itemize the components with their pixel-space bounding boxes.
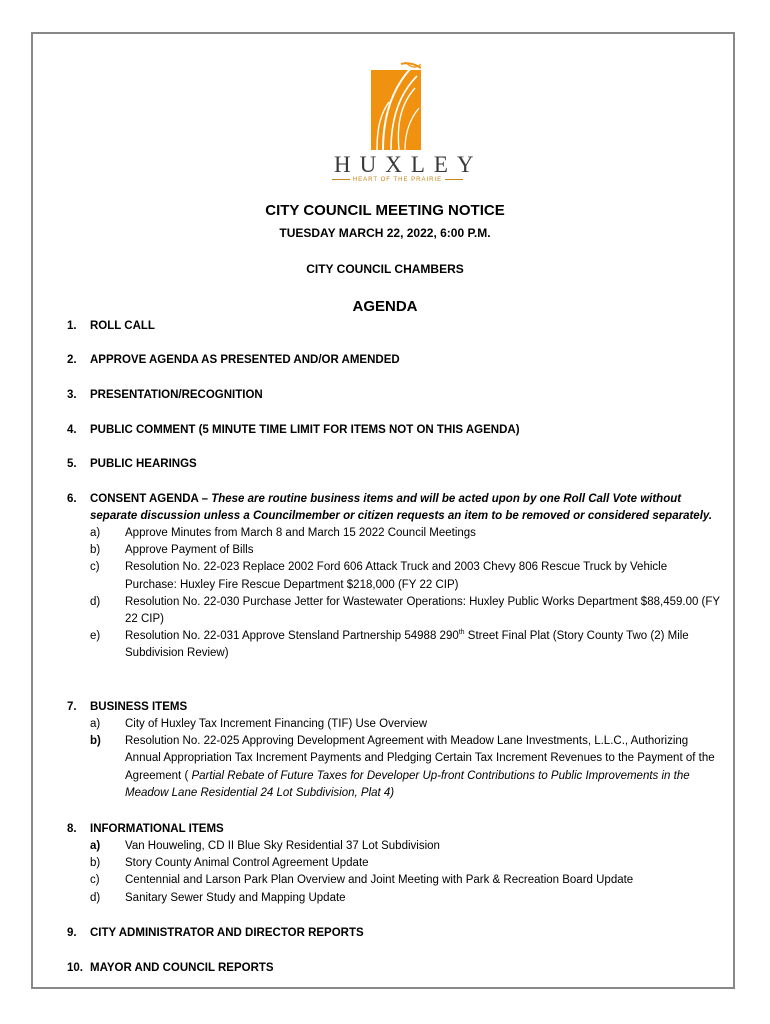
agenda-item-label: CITY ADMINISTRATOR AND DIRECTOR REPORTS <box>90 927 364 939</box>
agenda-item-label: BUSINESS ITEMS <box>90 701 188 713</box>
agenda-item-6: 6. CONSENT AGENDA – These are routine business items and will be acted upon by one Roll Call Vote without separate discussion unless a Councilmember or citizen requests an item to be removed or considered separately. a) Approve Minutes from March 8 and March 15 2022 Council Meetings b) Approve Payment of Bills c) Resolution No. 22-023 Replace 2002 Ford 606 Attack Truck and 2003 Chevy 806 Rescue Truck by Vehicle Purchase: Huxley Fire Rescue Department $218,000 (FY 22 CIP) d) Resolution No. 22-030 Purchase Jetter for Wastewater Operations: Huxley Public Works Department $88,459.00 (FY 22 CIP) e) Resolution No. 22-031 Approve Stensland Partnership 54988 290th Street Final Plat (Story County Two (2) Mile Subdivision Review) <box>67 491 722 663</box>
agenda-item-7: 7. BUSINESS ITEMS a) City of Huxley Tax Increment Financing (TIF) Use Overview b) Resolution No. 22-025 Approving Development Agreement with Meadow Lane Investments, L.L.C., Authorizing Annual Appropriation Tax Increment Payments and Pledging Certain Tax Increment Revenues to the Payment of the Agreement ( Partial Rebate of Future Taxes for Developer Up-front Contributions to Public Improvements in the Meadow Lane Residential 24 Lot Subdivision, Plat 4) <box>67 699 722 802</box>
sub-item: d) Sanitary Sewer Study and Mapping Update <box>90 891 346 904</box>
sub-item: c) Resolution No. 22-023 Replace 2002 Ford 606 Attack Truck and 2003 Chevy 806 Rescue Truck by Vehicle Purchase: Huxley Fire Rescue Department $218,000 (FY 22 CIP) <box>90 561 668 591</box>
agenda-item-label: ROLL CALL <box>90 320 155 332</box>
sub-item: b) Approve Payment of Bills <box>90 544 254 557</box>
sub-item: b) Resolution No. 22-025 Approving Development Agreement with Meadow Lane Investments, L.L.C., Authorizing Annual Appropriation Tax Increment Payments and Pledging Certain Tax Increment Revenues to the Payment of the Agreement ( Partial Rebate of Future Taxes for Developer Up-front Contributions to Public Improvements in the Meadow Lane Residential 24 Lot Subdivision, Plat 4) <box>90 735 715 799</box>
agenda-item-3: 3. PRESENTATION/RECOGNITION <box>67 387 722 404</box>
agenda-item-8: 8. INFORMATIONAL ITEMS a) Van Houweling, CD II Blue Sky Residential 37 Lot Subdivision b) Story County Animal Control Agreement Update c) Centennial and Larson Park Plan Overview and Joint Meeting with Park & Recreation Board Update d) Sanitary Sewer Study and Mapping Update <box>67 821 722 907</box>
sub-item: a) Van Houweling, CD II Blue Sky Residential 37 Lot Subdivision <box>90 840 440 852</box>
agenda-item-label: PRESENTATION/RECOGNITION <box>90 389 263 401</box>
prairie-grass-icon <box>371 62 421 150</box>
sub-item: d) Resolution No. 22-030 Purchase Jetter for Wastewater Operations: Huxley Public Works Department $88,459.00 (FY 22 CIP) <box>90 595 720 626</box>
notice-title: CITY COUNCIL MEETING NOTICE <box>265 202 505 219</box>
meeting-datetime: TUESDAY MARCH 22, 2022, 6:00 P.M. <box>279 226 491 240</box>
logo-tagline: HEART OF THE PRAIRIE <box>325 177 470 183</box>
agenda-item-label: CONSENT AGENDA – <box>90 493 212 505</box>
huxley-logo <box>325 62 483 190</box>
consent-description: These are routine business items and will be acted upon by one Roll Call Vote without separate discussion unless a Councilmember or citizen requests an item to be removed or considered separately. <box>90 493 713 522</box>
agenda-item-5: 5. PUBLIC HEARINGS <box>67 456 722 473</box>
sub-item: e) Resolution No. 22-031 Approve Stensland Partnership 54988 290th Street Final Plat (Story County Two (2) Mile Subdivision Review) <box>90 629 689 660</box>
sub-item: a) City of Huxley Tax Increment Financing (TIF) Use Overview <box>90 718 428 730</box>
agenda-item-label: APPROVE AGENDA AS PRESENTED AND/OR AMENDED <box>90 354 400 366</box>
sub-item: c) Centennial and Larson Park Plan Overview and Joint Meeting with Park & Recreation Board Update <box>90 874 634 887</box>
agenda-item-1: 1. ROLL CALL <box>67 318 722 335</box>
agenda-item-4: 4. PUBLIC COMMENT (5 MINUTE TIME LIMIT FOR ITEMS NOT ON THIS AGENDA) <box>67 422 722 439</box>
agenda-item-label: MAYOR AND COUNCIL REPORTS <box>90 962 274 974</box>
agenda-item-label: PUBLIC HEARINGS <box>90 458 197 470</box>
sub-item: a) Approve Minutes from March 8 and March 15 2022 Council Meetings <box>90 527 476 539</box>
agenda-item-9: 9. CITY ADMINISTRATOR AND DIRECTOR REPORTS <box>67 925 722 942</box>
agenda-heading: AGENDA <box>352 298 418 315</box>
agenda-item-label: INFORMATIONAL ITEMS <box>90 823 224 835</box>
agenda-item-10: 10. MAYOR AND COUNCIL REPORTS <box>67 960 722 977</box>
sub-item: b) Story County Animal Control Agreement Update <box>90 857 369 870</box>
logo-wordmark: HUXLEY <box>334 152 483 177</box>
agenda-item-2: 2. APPROVE AGENDA AS PRESENTED AND/OR AMENDED <box>67 352 722 369</box>
agenda-item-label: PUBLIC COMMENT (5 MINUTE TIME LIMIT FOR ITEMS NOT ON THIS AGENDA) <box>90 424 520 436</box>
meeting-location: CITY COUNCIL CHAMBERS <box>306 262 464 276</box>
